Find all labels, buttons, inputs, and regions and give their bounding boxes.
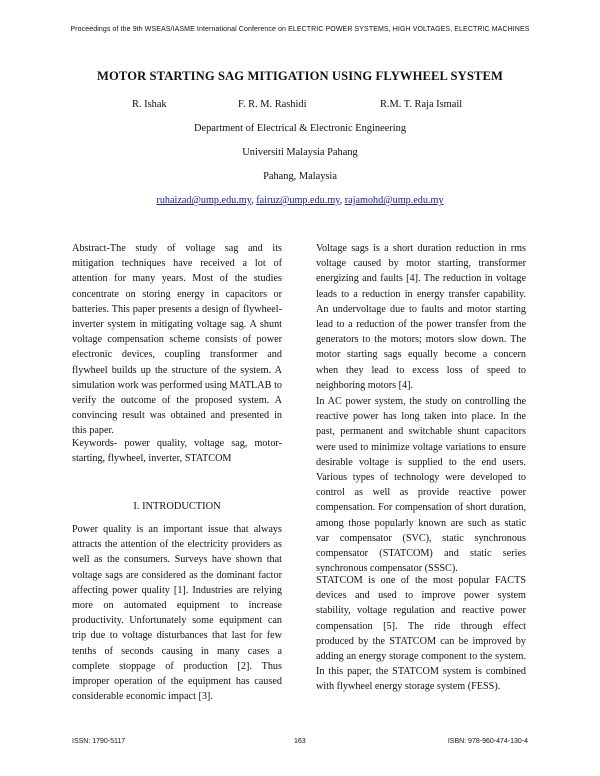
paragraph-text: Voltage sags is a short duration reduction in rms voltage caused by motor starting, transformer energizing and faults [4]. The reduction in voltage leads to a reduction in energy transfer capability. An undervoltage due to faults and motor starting lead to a reduction of the power transfer from the generators to the motors; motors slow down. The motor starting sags equally become a concern when they lead to excess loss of speed to neighboring motors [4]. xyxy=(316,243,526,391)
email-link[interactable]: rajamohd@ump.edu.my xyxy=(344,195,444,206)
email-link[interactable]: fairuz@ump.edu.my xyxy=(256,195,340,206)
footer-isbn: ISBN: 978-960-474-130-4 xyxy=(447,738,528,745)
abstract-text: Abstract-The study of voltage sag and its mitigation techniques have received a lot of attention for many years. Most of the studies concentrate on storing energy in capacitors or batteries. This paper presents a design of flywheel-inverter system in mitigating voltage sag. A shunt voltage compensation scheme consists of power electronic devices, coupling transformer and flywheel builds up the structure of the system. A simulation work was performed using MATLAB to verify the outcome of the proposed system. A convincing result was obtained and presented in this paper. xyxy=(72,243,282,437)
author-name: R.M. T. Raja Ismail xyxy=(380,99,463,110)
affiliation-university: Universiti Malaysia Pahang xyxy=(242,147,358,158)
abstract-block xyxy=(72,241,282,439)
keywords-block xyxy=(72,436,282,466)
email-link[interactable]: ruhaizad@ump.edu.my xyxy=(156,195,252,206)
email-list xyxy=(0,195,600,206)
section-heading: I. INTRODUCTION xyxy=(133,501,221,512)
right-paragraph-1 xyxy=(316,241,526,393)
paper-title: MOTOR STARTING SAG MITIGATION USING FLYWHEEL SYSTEM xyxy=(97,69,503,83)
paragraph-text: STATCOM is one of the most popular FACTS devices and used to improve power system stability, voltage regulation and reactive power compensation [5]. The ride through effect produced by the STATCOM can be improved by adding an energy storage component to the system. In this paper, the STATCOM system is combined with flywheel energy storage system (FESS). xyxy=(316,575,526,693)
intro-paragraph: Power quality is an important issue that always attracts the attention of the electricity providers as well as the consumers. Surveys have shown that voltage sags are considered as the dominant factor affecting power quality [1]. Industries are relying more on automated equipment to increase productivity. Unfortunately some equipment can trip due to voltage disturbances that last for few tenths of seconds causing in many cases a complete stoppage of production [2]. Thus improper operation of the equipment has caused considerable economic impact [3]. xyxy=(72,524,282,703)
keywords-text: Keywords- power quality, voltage sag, motor-starting, flywheel, inverter, STATCOM xyxy=(72,438,282,465)
paragraph-text: In AC power system, the study on controlling the reactive power has long taken into place. In the past, permanent and switchable shunt capacitors were used to minimize voltage variations to ensure desirable voltage is supplied to the end users. Various types of technology were developed to control as well as provide reactive power compensation. For compensation of short duration, among those popularly known are such as static var compensator (SVC), static synchronous compensator (STATCOM) and static series synchronous compensator (SSSC). xyxy=(316,396,526,575)
intro-block xyxy=(72,522,282,704)
author-name: R. Ishak xyxy=(132,99,167,110)
footer-page-number: 163 xyxy=(294,738,306,745)
affiliation-department: Department of Electrical & Electronic Engineering xyxy=(193,123,407,134)
email-separator: , xyxy=(339,195,345,206)
author-name: F. R. M. Rashidi xyxy=(238,99,307,110)
right-paragraph-3 xyxy=(316,573,526,695)
footer-issn: ISSN: 1790-5117 xyxy=(72,738,126,745)
email-separator: , xyxy=(251,195,257,206)
right-paragraph-2 xyxy=(316,394,526,576)
running-header: Proceedings of the 9th WSEAS/IASME International Conference on ELECTRIC POWER SYSTEMS, HIGH VOLTAGES, ELECTRIC MACHINES xyxy=(70,26,530,33)
affiliation-location: Pahang, Malaysia xyxy=(263,171,337,182)
